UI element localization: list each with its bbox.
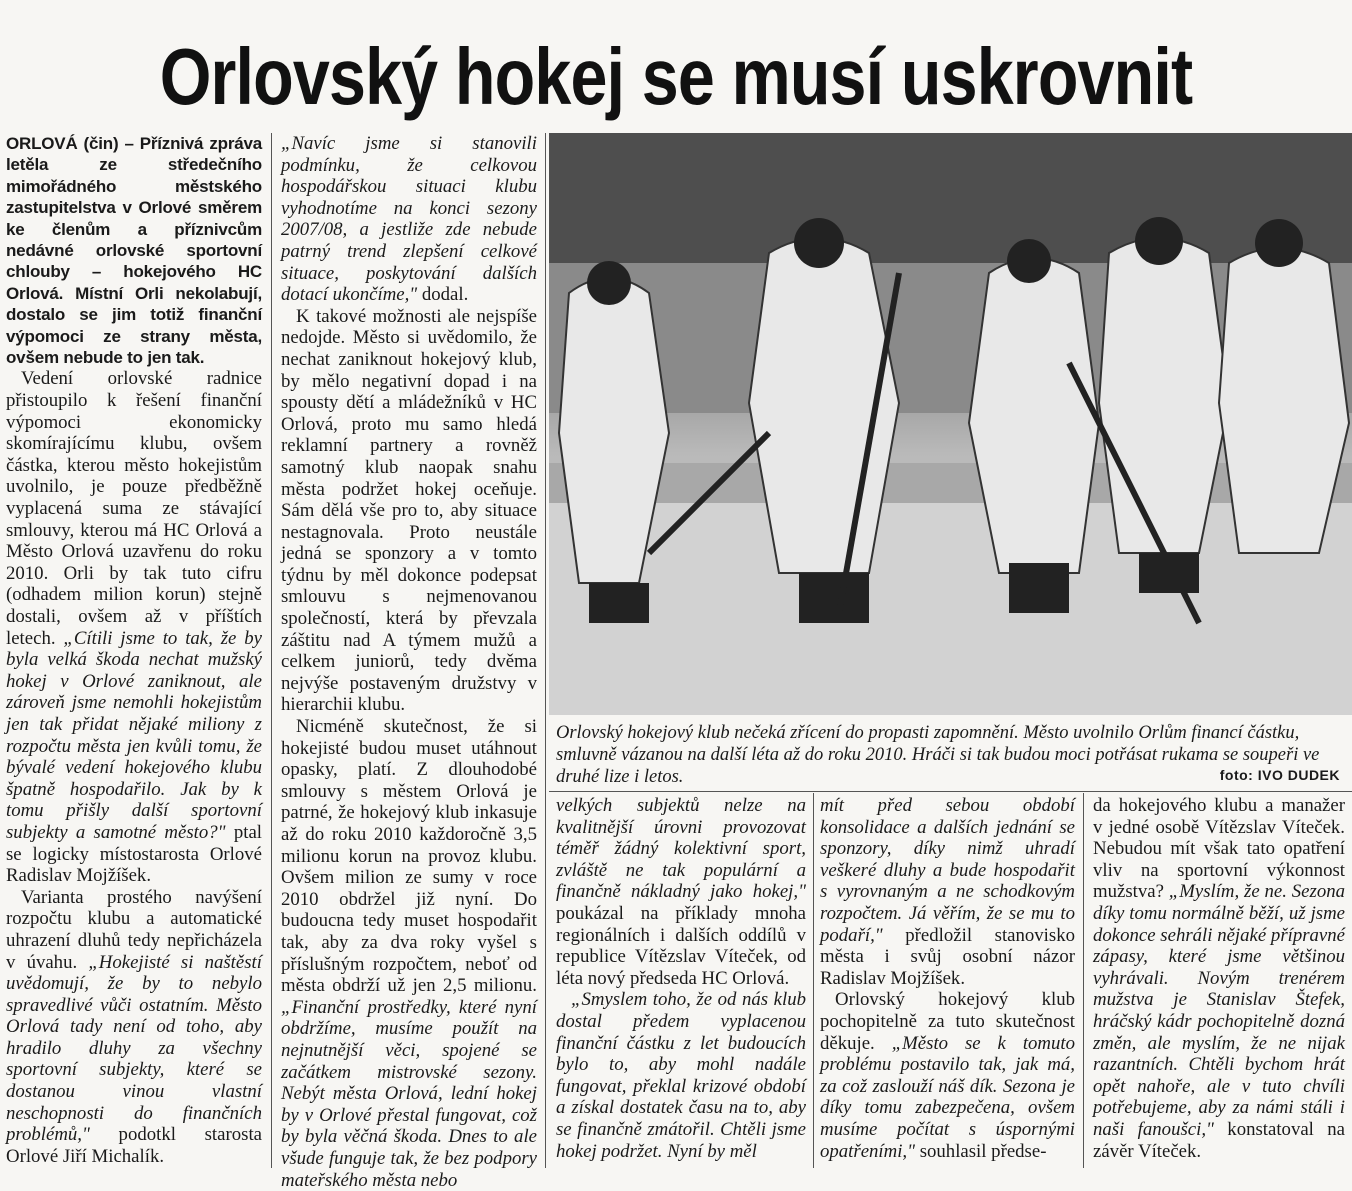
paragraph: Nicméně skutečnost, že si hokejisté budou muset utáhnout opasky, platí. Z dlouhodobé smlouvy s městem Orlová je patrné, že hokejový klub inkasuje až do roku 2010 každoročně 3,5 milionu korun na provoz klubu. Ovšem milion ze sumy v roce 2010 obdržel již nyní. Do budoucna tedy muset hospodařit tak, aby za dva roky vyšel s příslušným rozpočtem, neboť od města obdrží už jen 2,5 milionu. „Finanční prostředky, které nyní obdržíme, musíme použít na nejnutnější věci, spojené se začátkem mistrovské sezony. Nebýt města Orlová, lední hokej by v Orlové přestal fungovat, což by byla věčná škoda. Dnes to ale všude funguje tak, že bez podpory mateřského města nebo [281,716,537,1191]
paragraph: Orlovský hokejový klub pochopitelně za tuto skutečnost děkuje. „Město se k tomuto problému postavilo tak, jak má, za což zaslouží náš dík. Sezona je díky tomu zabezpečena, ovšem musíme počítat s úspornými opatřeními," souhlasil předse- [820,989,1075,1162]
column-rule [1083,793,1084,1168]
paragraph: velkých subjektů nelze na kvalitnější úrovni provozovat téměř žádný kolektivní sport, zvláště ne tak populární a finančně nákladný jako hokej," poukázal na příklady mnoha regionálních i dalších oddílů v republice Vítězslav Víteček, od léta nový předseda HC Orlová. [556,795,806,989]
paragraph: „Navíc jsme si stanovili podmínku, že celkovou hospodářskou situaci klubu vyhodnotíme na konci sezony 2007/08, a jestliže zde nebude patrný trend zlepšení celkové situace, poskytování dalších dotací ukončíme," dodal. [281,133,537,306]
hockey-photo [549,133,1352,715]
caption-rule [549,791,1352,792]
column-1 [6,133,262,1167]
headline: Orlovský hokej se musí uskrovnit [159,32,1193,121]
column-2 [281,133,537,1191]
hockey-players-image [549,133,1352,715]
paragraph: Varianta prostého navýšení rozpočtu klubu a automatické uhrazení dluhů tedy nepřicházela v úvahu. „Hokejisté si naštěstí uvědomují, že by to nebylo spravedlivé vůči ostatním. Město Orlová tady není od toho, aby hradilo dluhy za všechny sportovní subjekty, které se dostanou vinou vlastní neschopnosti do finančních problémů," podotkl starosta Orlové Jiří Michalík. [6,886,262,1167]
photo-credit: foto: IVO DUDEK [1219,767,1340,783]
paragraph: Vedení orlovské radnice přistoupilo k řešení finanční výpomoci ekonomicky skomírajícímu klubu, ovšem částka, kterou město hokejistům uvolnilo, je pouze předběžně vyplacená suma ze stávající smlouvy, kterou má HC Orlová a Město Orlová uzavřenu do roku 2010. Orli by tak tuto cifru (odhadem milion korun) stejně dostali, ovšem až v příštích letech. „Cítili jsme to tak, že by byla velká škoda nechat mužský hokej v Orlové zaniknout, ale zároveň jsme nemohli hokejistům jen tak přidat nějaké miliony z rozpočtu města jen kvůli tomu, že bývalé vedení hokejového klubu špatně hospodařilo. Jak by k tomu přišly další sportovní subjekty a samotné město?" ptal se logicky místostarosta Orlové Radislav Mojžíšek. [6,368,262,887]
column-3 [556,795,806,1162]
column-rule [271,133,272,1168]
column-5 [1093,795,1345,1162]
paragraph: „Smyslem toho, že od nás klub dostal předem vyplacenou finanční částku z let budoucích bylo to, aby mohl nadále fungovat, překlal krizové období a získal dostatek času na to, aby se finančně zmátořil. Chtěli jsme hokej podržet. Nyní by měl [556,989,806,1162]
paragraph: da hokejového klubu a manažer v jedné osobě Vítězslav Víteček. Nebudou mít však tato opatření vliv na sportovní výkonnost mužstva? „Myslím, že ne. Sezona díky tomu normálně běží, už jsme dokonce sehráli nějaké přípravné zápasy, které jsme většinou vyhrávali. Novým trenérem mužstva je Stanislav Štefek, hráčský kádr pochopitelně dozná změn, ale myslím, že ne nijak razantních. Chtěli bychom hrát opět nahoře, ale v tuto chvíli potřebujeme, aby za námi stáli i naši fanoušci," konstatoval na závěr Víteček. [1093,795,1345,1162]
column-rule [545,133,546,1168]
paragraph: mít před sebou období konsolidace a dalších jednání se sponzory, díky nimž uhradí veškeré dluhy a bude hospodařit s vyrovnaným a ne schodkovým rozpočtem. Já věřím, že se mu to podaří," předložil stanovisko města i svůj osobní názor Radislav Mojžíšek. [820,795,1075,989]
column-4 [820,795,1075,1162]
paragraph: K takové možnosti ale nejspíše nedojde. Město si uvědomilo, že nechat zaniknout hokejový klub, by mělo negativní dopad i na spousty dětí a mládežníků v HC Orlová, proto mu samo hledá reklamní partnery a rovněž samotný klub naopak snahu města podržet hokej oceňuje. Sám dělá vše pro to, aby situace nestagnovala. Proto neustále jedná se sponzory a v tomto týdnu by měl dokonce podepsat smlouvu s nejmenovanou společností, která by převzala záštitu nad A týmem mužů a celkem juniorů, tedy dvěma nejvýše postaveným družstvy v hierarchii klubu. [281,305,537,716]
photo-caption: Orlovský hokejový klub nečeká zřícení do propasti zapomnění. Město uvolnilo Orlům financí částku, smluvně vázanou na další léta až do roku 2010. Hráči si tak budou moci potřásat rukama se soupeři ve druhé lize i letos. [556,723,1320,787]
column-rule [813,793,814,1168]
lead-paragraph: ORLOVÁ (čin) – Příznivá zpráva letěla ze středečního mimořádného městského zastupitelstva v Orlové směrem ke členům a příznivcům nedávné orlovské sportovní chlouby – hokejového HC Orlová. Místní Orli nekolabují, dostalo se jim totiž finanční výpomoci ze strany města, ovšem nebude to jen tak. [6,134,262,368]
